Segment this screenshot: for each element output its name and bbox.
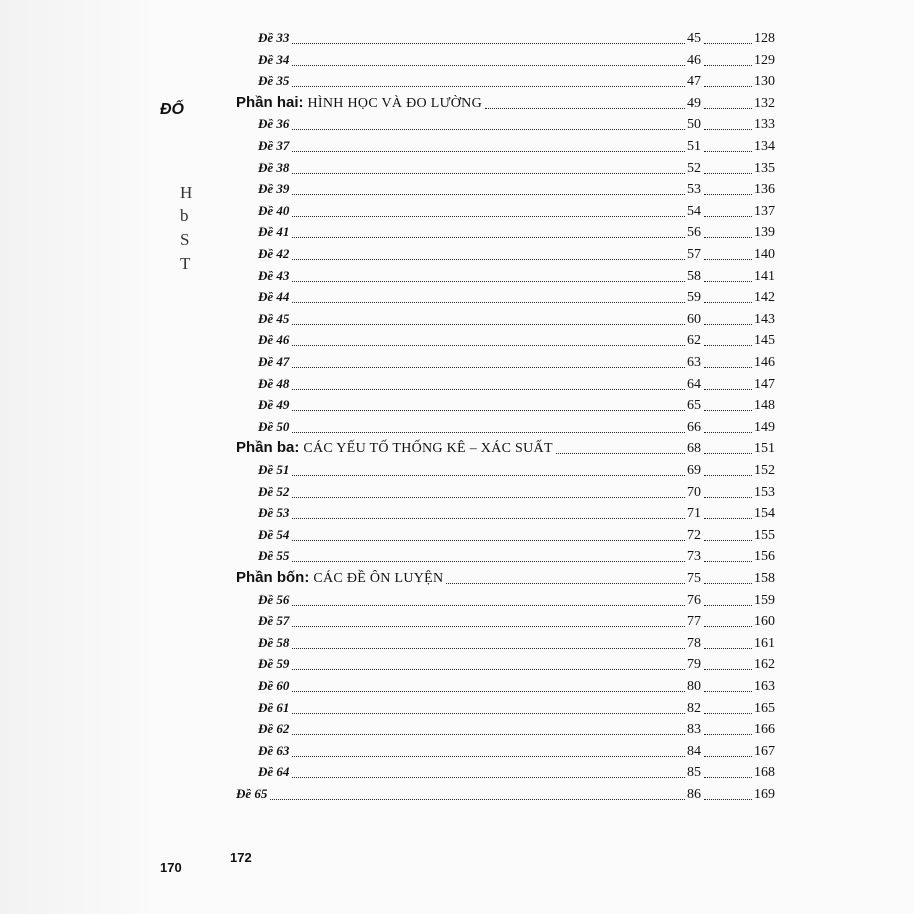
dot-leader: [292, 43, 685, 44]
page-ref-problems: 47: [687, 74, 701, 90]
toc-entry-row: [258, 266, 775, 286]
page-ref-problems: 77: [687, 614, 701, 630]
toc-entry-label: Đề 39: [258, 181, 290, 197]
left-page-strip: [0, 0, 150, 914]
dot-leader: [292, 345, 685, 346]
toc-entry-label: Đề 44: [258, 289, 290, 305]
page-ref-problems: 72: [687, 527, 701, 543]
dot-leader: [292, 302, 685, 303]
dot-leader: [292, 324, 685, 325]
page-ref-problems: 54: [687, 203, 701, 219]
toc-entry-row: [258, 222, 775, 242]
toc-entry-label: Đề 64: [258, 764, 290, 780]
dot-leader: [704, 43, 752, 44]
dot-leader: [704, 583, 752, 584]
page-ref-problems: 69: [687, 463, 701, 478]
page-ref-problems: 85: [687, 765, 701, 781]
left-page-letter: T: [180, 254, 191, 273]
dot-leader: [292, 540, 685, 541]
dot-leader: [704, 367, 752, 368]
dot-leader: [704, 734, 752, 735]
page-ref-problems: 62: [687, 333, 701, 349]
toc-entry-label: Đề 42: [258, 246, 290, 261]
toc-entry-label: Đề 33: [258, 30, 290, 45]
toc-entry-row: [258, 179, 775, 199]
page-ref-answers: 146: [754, 355, 775, 370]
page-ref-problems: 56: [687, 225, 701, 241]
dot-leader: [292, 518, 685, 519]
dot-leader: [704, 173, 752, 174]
toc-entry-row: [258, 611, 775, 631]
toc-entry-row: [258, 201, 775, 221]
page-ref-answers: 143: [754, 311, 775, 327]
dot-leader: [292, 216, 685, 217]
page-ref-answers: 139: [754, 225, 775, 241]
toc-entry-row: [258, 287, 775, 307]
page-ref-problems: 76: [687, 592, 701, 608]
toc-entry-label: Đề 62: [258, 721, 290, 737]
page-ref-answers: 154: [754, 506, 775, 522]
page-ref-problems: 65: [687, 398, 701, 414]
toc-entry-row: [258, 309, 775, 329]
toc-entry-label: Đề 45: [258, 310, 290, 326]
toc-part-row: [236, 438, 775, 458]
toc-entry-row: [258, 676, 775, 696]
dot-leader: [292, 367, 685, 368]
toc-entry-label: Đề 53: [258, 505, 290, 521]
dot-leader: [292, 713, 685, 714]
toc-entry-row: [258, 114, 775, 134]
page-ref-problems: 60: [687, 311, 701, 327]
page-ref-problems: 70: [687, 484, 701, 500]
page-ref-problems: 73: [687, 549, 701, 565]
dot-leader: [704, 691, 752, 692]
toc-entry-label: Đề 35: [258, 73, 290, 89]
page-ref-problems: 49: [687, 95, 701, 111]
toc-entry-row: [258, 546, 775, 566]
toc-entry-label: Đề 61: [258, 699, 290, 715]
toc-entry-row: [258, 525, 775, 545]
dot-leader: [704, 151, 752, 152]
toc-entry-row: [258, 654, 775, 674]
toc-entry-row: [258, 590, 775, 610]
toc-entry-row: [258, 503, 775, 523]
toc-entry-row: [258, 50, 775, 70]
toc-entry-row: [258, 374, 775, 394]
dot-leader: [292, 648, 685, 649]
toc-entry-row: [258, 719, 775, 739]
page-ref-problems: 63: [687, 355, 701, 370]
page-ref-problems: 80: [687, 679, 701, 694]
dot-leader: [292, 756, 685, 757]
dot-leader: [704, 237, 752, 238]
dot-leader: [292, 259, 685, 260]
dot-leader: [704, 410, 752, 411]
left-page-letter: H: [180, 183, 193, 202]
dot-leader: [704, 713, 752, 714]
toc-entry-row: [258, 330, 775, 350]
toc-entry-row: [258, 244, 775, 264]
dot-leader: [704, 540, 752, 541]
left-page-letter: S: [180, 230, 190, 249]
page-ref-answers: 167: [754, 743, 775, 759]
toc-entry-label: Đề 50: [258, 418, 290, 434]
page-ref-problems: 57: [687, 247, 701, 262]
right-page-number: 172: [230, 850, 252, 865]
page-ref-answers: 162: [754, 657, 775, 673]
part-title: CÁC YẾU TỐ THỐNG KÊ – XÁC SUẤT: [303, 441, 553, 457]
toc-entry-label: Đề 49: [258, 397, 290, 413]
page-ref-answers: 128: [754, 31, 775, 46]
dot-leader: [704, 453, 752, 454]
part-title: HÌNH HỌC VÀ ĐO LƯỜNG: [307, 95, 483, 111]
page-ref-problems: 82: [687, 700, 701, 716]
dot-leader: [292, 777, 685, 778]
dot-leader: [292, 389, 685, 390]
dot-leader: [292, 410, 685, 411]
dot-leader: [704, 799, 752, 800]
dot-leader: [704, 432, 752, 433]
toc-entry-row: [236, 784, 775, 804]
dot-leader: [292, 65, 685, 66]
page-ref-problems: 68: [687, 441, 701, 457]
page-ref-problems: 79: [687, 657, 701, 673]
toc-part-row: [236, 568, 775, 588]
page-ref-problems: 53: [687, 182, 701, 198]
dot-leader: [704, 108, 752, 109]
page-ref-answers: 140: [754, 247, 775, 262]
page-ref-answers: 160: [754, 614, 775, 630]
page-ref-problems: 75: [687, 571, 701, 586]
page-ref-answers: 149: [754, 419, 775, 435]
dot-leader: [292, 734, 685, 735]
page-ref-answers: 156: [754, 549, 775, 565]
page-ref-answers: 168: [754, 765, 775, 781]
toc-entry-label: Đề 58: [258, 634, 290, 650]
page-ref-answers: 130: [754, 74, 775, 90]
page-ref-problems: 46: [687, 52, 701, 68]
page-ref-answers: 163: [754, 679, 775, 694]
toc-entry-label: Đề 52: [258, 483, 290, 499]
toc-entry-row: [258, 136, 775, 156]
toc-entry-row: [258, 395, 775, 415]
dot-leader: [704, 281, 752, 282]
page-ref-problems: 71: [687, 506, 701, 522]
page-ref-problems: 58: [687, 268, 701, 284]
dot-leader: [292, 194, 685, 195]
dot-leader: [704, 129, 752, 130]
page-ref-problems: 78: [687, 635, 701, 651]
toc-entry-label: Đề 57: [258, 613, 290, 629]
page-ref-answers: 155: [754, 527, 775, 543]
toc-entry-label: Đề 37: [258, 138, 290, 153]
dot-leader: [556, 453, 685, 454]
dot-leader: [292, 129, 685, 130]
dot-leader: [704, 324, 752, 325]
toc-part-row: [236, 93, 775, 113]
toc-part-label: [236, 93, 482, 114]
dot-leader: [704, 777, 752, 778]
dot-leader: [704, 756, 752, 757]
page-ref-answers: 151: [754, 441, 775, 457]
left-page-heading-fragment: ĐỐ: [160, 101, 184, 118]
dot-leader: [292, 432, 685, 433]
toc-entry-label: Đề 36: [258, 116, 290, 132]
page-ref-answers: 152: [754, 463, 775, 478]
left-page-number: 170: [160, 860, 182, 875]
dot-leader: [704, 626, 752, 627]
page-ref-answers: 166: [754, 722, 775, 738]
dot-leader: [704, 475, 752, 476]
page-ref-answers: 148: [754, 398, 775, 414]
page-ref-problems: 84: [687, 743, 701, 759]
dot-leader: [270, 799, 685, 800]
page-ref-answers: 141: [754, 268, 775, 284]
toc-entry-row: [258, 460, 775, 480]
dot-leader: [704, 86, 752, 87]
part-name: Phần hai:: [236, 93, 304, 111]
dot-leader: [292, 281, 685, 282]
toc-part-label: [236, 568, 443, 589]
page-ref-problems: 64: [687, 376, 701, 392]
left-page-letter: b: [180, 206, 189, 225]
toc-entry-label: Đề 55: [258, 548, 290, 564]
toc-entry-label: Đề 41: [258, 224, 290, 240]
page-ref-problems: 86: [687, 787, 701, 802]
dot-leader: [292, 237, 685, 238]
dot-leader: [704, 302, 752, 303]
page-ref-answers: 165: [754, 700, 775, 716]
dot-leader: [292, 561, 685, 562]
page-ref-answers: 132: [754, 95, 775, 111]
toc-entry-row: [258, 158, 775, 178]
toc-entry-row: [258, 762, 775, 782]
dot-leader: [704, 497, 752, 498]
toc-entry-label: Đề 34: [258, 51, 290, 67]
toc-entry-label: Đề 47: [258, 354, 290, 369]
page-ref-problems: 59: [687, 290, 701, 306]
dot-leader: [704, 65, 752, 66]
dot-leader: [446, 583, 685, 584]
toc-entry-row: [258, 71, 775, 91]
dot-leader: [292, 605, 685, 606]
dot-leader: [292, 497, 685, 498]
part-name: Phần bốn:: [236, 569, 310, 586]
toc-entry-label: Đề 48: [258, 375, 290, 391]
dot-leader: [485, 108, 685, 109]
dot-leader: [704, 669, 752, 670]
page-ref-problems: 51: [687, 139, 701, 154]
dot-leader: [292, 173, 685, 174]
toc-part-label: [236, 438, 553, 459]
toc-entry-label: Đề 59: [258, 656, 290, 672]
page-ref-answers: 153: [754, 484, 775, 500]
page-ref-problems: 52: [687, 160, 701, 176]
toc-entry-row: [258, 633, 775, 653]
toc-entry-label: Đề 56: [258, 591, 290, 607]
page-ref-answers: 147: [754, 376, 775, 392]
dot-leader: [704, 194, 752, 195]
page-ref-answers: 145: [754, 333, 775, 349]
dot-leader: [704, 561, 752, 562]
dot-leader: [292, 691, 685, 692]
dot-leader: [292, 626, 685, 627]
part-title: CÁC ĐỀ ÔN LUYỆN: [313, 571, 444, 586]
toc-entry-row: [258, 28, 775, 48]
page-ref-problems: 66: [687, 419, 701, 435]
page-ref-answers: 158: [754, 571, 775, 586]
page-ref-answers: 133: [754, 117, 775, 133]
page-ref-answers: 159: [754, 592, 775, 608]
page-ref-answers: 134: [754, 139, 775, 154]
page-ref-answers: 137: [754, 203, 775, 219]
page-ref-problems: 50: [687, 117, 701, 133]
page-ref-answers: 142: [754, 290, 775, 306]
page-ref-answers: 129: [754, 52, 775, 68]
dot-leader: [704, 648, 752, 649]
dot-leader: [704, 518, 752, 519]
part-name: Phần ba:: [236, 439, 300, 457]
dot-leader: [292, 151, 685, 152]
dot-leader: [704, 605, 752, 606]
toc-entry-row: [258, 417, 775, 437]
toc-entry-label: Đề 54: [258, 526, 290, 542]
toc-entry-label: Đề 51: [258, 462, 290, 477]
dot-leader: [292, 669, 685, 670]
toc-entry-row: [258, 698, 775, 718]
toc-entry-label: Đề 65: [236, 786, 268, 801]
dot-leader: [292, 86, 685, 87]
toc-entry-row: [258, 352, 775, 372]
page-ref-answers: 135: [754, 160, 775, 176]
dot-leader: [704, 216, 752, 217]
page-ref-problems: 83: [687, 722, 701, 738]
dot-leader: [704, 345, 752, 346]
toc-entry-label: Đề 63: [258, 742, 290, 758]
toc-entry-row: [258, 482, 775, 502]
page-ref-problems: 45: [687, 31, 701, 46]
page-ref-answers: 169: [754, 787, 775, 802]
toc-entry-label: Đề 60: [258, 678, 290, 693]
page-ref-answers: 161: [754, 635, 775, 651]
toc-entry-label: Đề 38: [258, 159, 290, 175]
toc-entry-label: Đề 43: [258, 267, 290, 283]
dot-leader: [292, 475, 685, 476]
dot-leader: [704, 389, 752, 390]
toc-entry-row: [258, 741, 775, 761]
dot-leader: [704, 259, 752, 260]
toc-entry-label: Đề 40: [258, 202, 290, 218]
toc-entry-label: Đề 46: [258, 332, 290, 348]
page-ref-answers: 136: [754, 182, 775, 198]
